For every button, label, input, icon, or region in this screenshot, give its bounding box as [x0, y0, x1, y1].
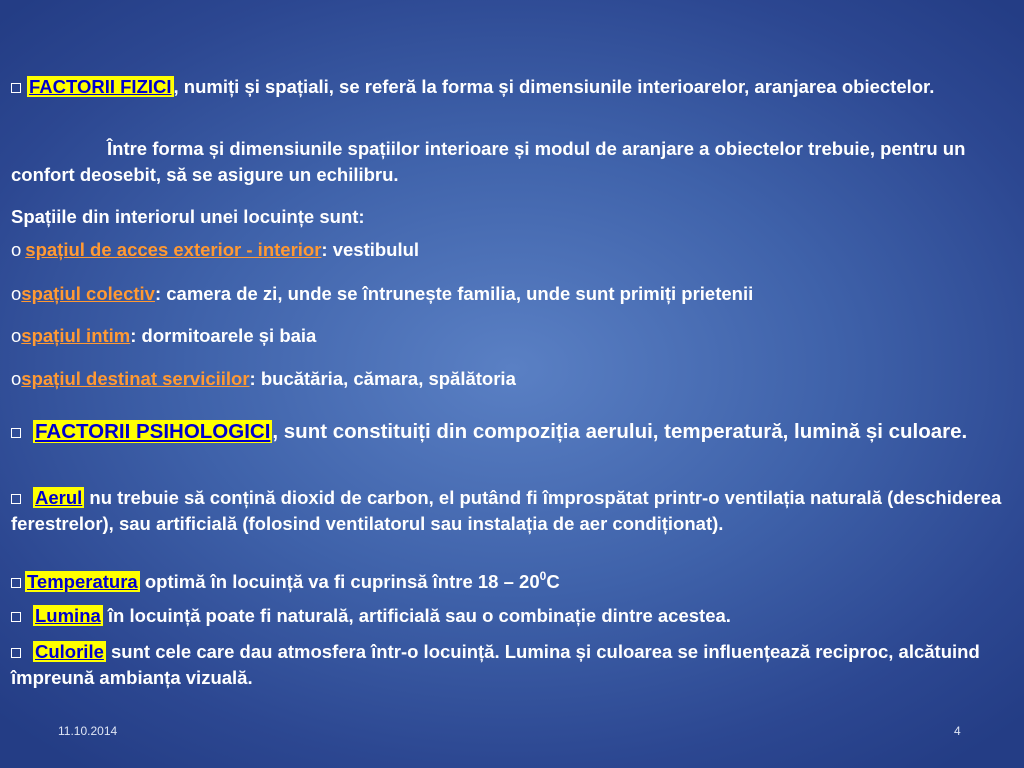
space-term: spațiul intim	[21, 325, 131, 346]
space-item	[11, 366, 1012, 392]
balance-paragraph	[11, 136, 1012, 188]
psychological-factors-title: FACTORII PSIHOLOGICI	[35, 420, 271, 443]
factor-term: Lumina	[35, 605, 101, 626]
space-term: spațiul destinat serviciilor	[21, 368, 250, 389]
checkbox-bullet-icon	[11, 428, 21, 438]
checkbox-bullet-icon	[11, 612, 21, 622]
physical-factors-title: FACTORII FIZICI	[29, 76, 172, 97]
physical-factors-paragraph	[11, 74, 1012, 100]
space-desc: : camera de zi, unde se întrunește familia, unde sunt primiți prietenii	[154, 283, 754, 304]
checkbox-bullet-icon	[11, 648, 21, 658]
psychological-factors-intro: , sunt constituiți din compoziția aerului, temperatură, lumină și culoare.	[272, 420, 968, 443]
checkbox-bullet-icon	[11, 494, 21, 504]
circle-bullet-icon: o	[11, 368, 22, 389]
factor-item-temperature	[11, 569, 1012, 595]
space-item	[11, 281, 1012, 307]
spaces-heading: Spațiile din interiorul unei locuințe sunt:	[11, 206, 365, 227]
space-item	[11, 323, 1012, 349]
factor-desc: optimă în locuință va fi cuprinsă între 18 – 20	[139, 571, 540, 592]
degree-superscript: 0	[539, 569, 547, 583]
factor-item-light	[11, 603, 1012, 629]
space-desc: : vestibulul	[321, 239, 420, 260]
circle-bullet-icon: o	[11, 283, 22, 304]
space-term: spațiul de acces exterior - interior	[25, 239, 322, 260]
physical-factors-intro: , numiți și spațiali, se referă la forma și dimensiunile interioarelor, aranjarea obiectelor.	[173, 76, 935, 97]
circle-bullet-icon: o	[11, 239, 22, 260]
factor-item-colors	[11, 639, 1012, 691]
factor-term: Aerul	[35, 487, 83, 508]
circle-bullet-icon: o	[11, 325, 22, 346]
balance-text: Între forma și dimensiunile spațiilor interioare și modul de aranjare a obiectelor trebuie, pentru un confort deosebit, să se asigure un echilibru.	[11, 138, 966, 185]
space-desc: : bucătăria, cămara, spălătoria	[249, 368, 516, 389]
footer-date: 11.10.2014	[58, 724, 118, 738]
space-term: spațiul colectiv	[21, 283, 155, 304]
psychological-factors-paragraph	[11, 418, 1012, 446]
factor-term: Culorile	[35, 641, 104, 662]
checkbox-bullet-icon	[11, 578, 21, 588]
footer-page-number: 4	[954, 724, 961, 738]
checkbox-bullet-icon	[11, 83, 21, 93]
factor-item-air	[11, 485, 1012, 537]
space-item	[11, 237, 1012, 263]
factor-term: Temperatura	[27, 571, 138, 592]
factor-desc: în locuință poate fi naturală, artificială sau o combinație dintre acestea.	[102, 605, 731, 626]
space-desc: : dormitoarele și baia	[130, 325, 317, 346]
factor-suffix: C	[546, 571, 560, 592]
factor-desc: sunt cele care dau atmosfera într-o locuință. Lumina și culoarea se influențează reciproc, alcătuind împreună ambianța vizuală.	[11, 641, 980, 688]
factor-desc: nu trebuie să conțină dioxid de carbon, el putând fi împrospătat printr-o ventilația naturală (deschiderea ferestrelor), sau artificială (folosind ventilatorul sau instalația de aer condiționat).	[11, 487, 1002, 534]
